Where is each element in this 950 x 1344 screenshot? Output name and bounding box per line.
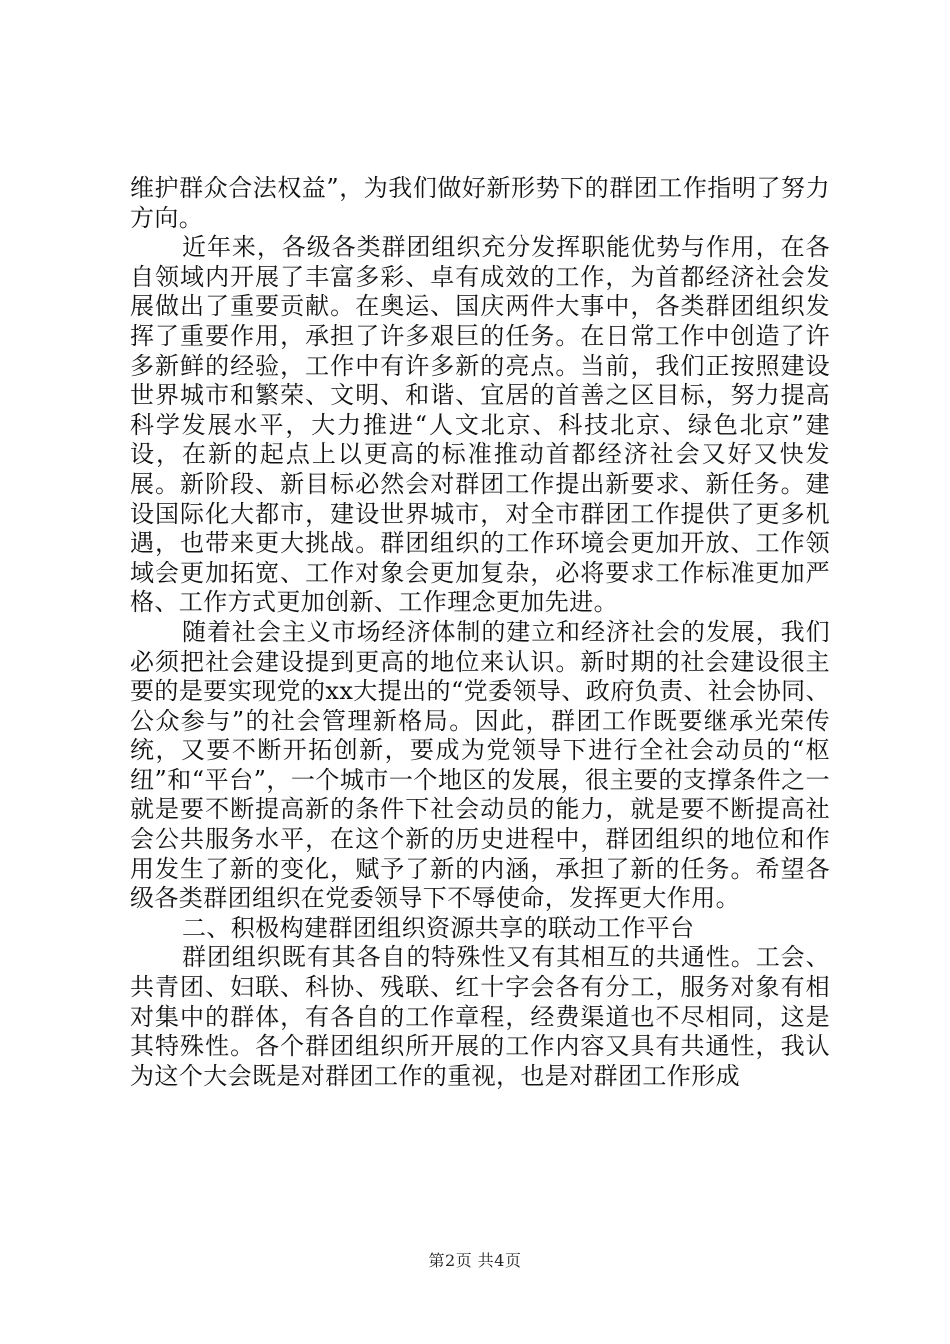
paragraph-2: 近年来，各级各类群团组织充分发挥职能优势与作用，在各自领域内开展了丰富多彩、卓有成效的工作，为首都经济社会发展做出了重要贡献。在奥运、国庆两件大事中，各类群团组织发挥了重要作用，承担了许多艰巨的任务。在日常工作中创造了许多新鲜的经验，工作中有许多新的亮点。当前，我们正按照建设世界城市和繁荣、文明、和谐、宜居的首善之区目标，努力提高科学发展水平，大力推进“人文北京、科技北京、绿色北京”建设，在新的起点上以更高的标准推动首都经济社会又好又快发展。新阶段、新目标必然会对群团工作提出新要求、新任务。建设国际化大都市，建设世界城市，对全市群团工作提供了更多机遇，也带来更大挑战。群团组织的工作环境会更加开放、工作领域会更加拓宽、工作对象会更加复杂，必将要求工作标准更加严格、工作方式更加创新、工作理念更加先进。	[130, 233, 830, 617]
paragraph-1: 维护群众合法权益”，为我们做好新形势下的群团工作指明了努力方向。	[130, 174, 830, 232]
section-heading: 二、积极构建群团组织资源共享的联动工作平台	[182, 913, 695, 942]
document-body	[130, 174, 830, 1091]
page-footer: 第2页 共4页	[428, 1251, 522, 1270]
paragraph-3: 随着社会主义市场经济体制的建立和经济社会的发展，我们必须把社会建设提到更高的地位来认识。新时期的社会建设很主要的是要实现党的xx大提出的“党委领导、政府负责、社会协同、公众参与”的社会管理新格局。因此，群团工作既要继承光荣传统，又要不断开拓创新，要成为党领导下进行全社会动员的“枢纽”和“平台”，一个城市一个地区的发展，很主要的支撑条件之一就是要不断提高新的条件下社会动员的能力，就是要不断提高社会公共服务水平，在这个新的历史进程中，群团组织的地位和作用发生了新的变化，赋予了新的内涵，承担了新的任务。希望各级各类群团组织在党委领导下不辱使命，发挥更大作用。	[130, 617, 830, 913]
paragraph-4: 群团组织既有其各自的特殊性又有其相互的共通性。工会、共青团、妇联、科协、残联、红十字会各有分工，服务对象有相对集中的群体，有各自的工作章程，经费渠道也不尽相同，这是其特殊性。各个群团组织所开展的工作内容又具有共通性，我认为这个大会既是对群团工作的重视，也是对群团工作形成	[130, 943, 830, 1090]
